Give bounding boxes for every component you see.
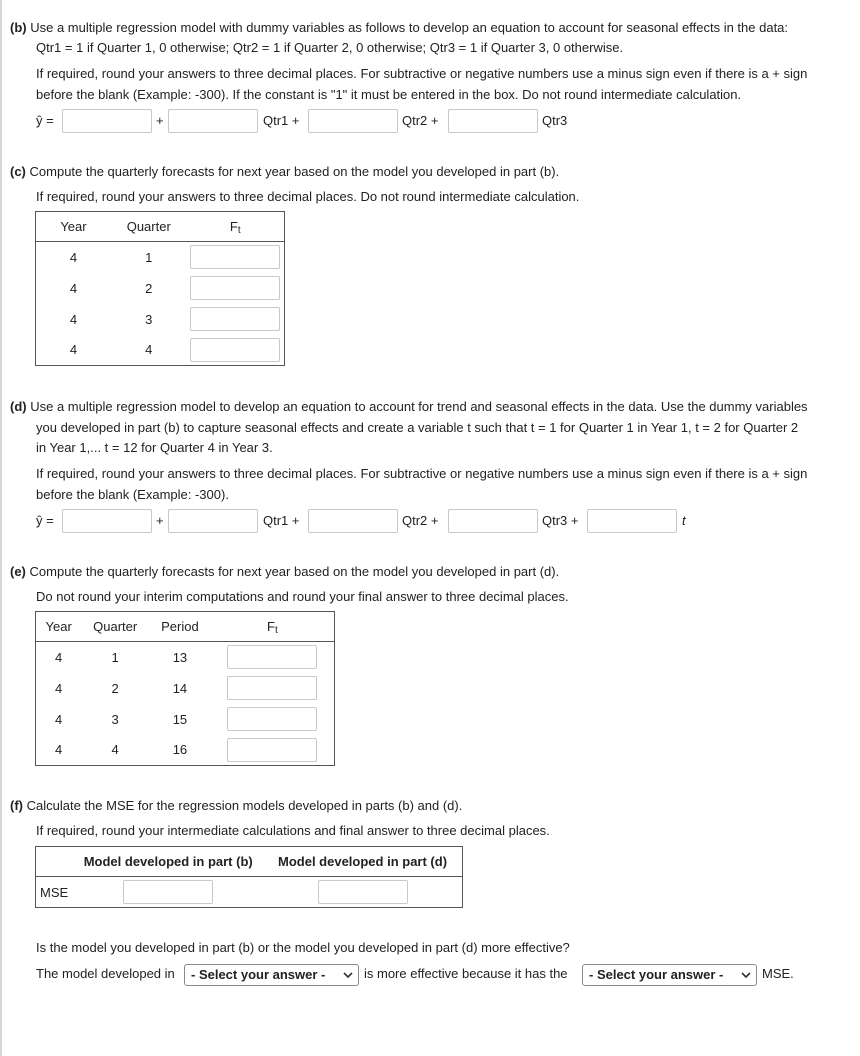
part-b-qtr3-label: Qtr3 [542,113,568,128]
part-c-forecast-table [35,211,285,366]
cell-year: 4 [55,742,63,758]
left-edge [0,0,2,1056]
part-e-intro-text: Compute the quarterly forecasts for next year based on the model you developed in part (d). [29,564,560,579]
part-e-ft-input-4[interactable] [227,738,317,762]
cell-quarter: 4 [145,342,153,358]
part-e-intro [10,564,559,580]
part-f-intro-text: Calculate the MSE for the regression models developed in parts (b) and (d). [26,798,463,813]
part-d-qtr1-coef-input[interactable] [168,509,258,533]
mse-model-b-input[interactable] [123,880,213,904]
part-d-yhat: ŷ = [36,513,54,528]
part-d-intro-2: you developed in part (b) to capture seasonal effects and create a variable t such that t = 1 for Quarter 1 in Year 1, t = 2 for Quarter 2 [36,420,799,435]
chevron-down-icon [740,968,752,982]
part-e-instructions: Do not round your interim computations and round your final answer to three decimal places. [36,589,569,604]
part-b-constant-input[interactable] [62,109,152,133]
mse-comparison-select[interactable] [582,964,757,986]
cell-quarter: 1 [111,649,119,665]
part-b-instructions-1: If required, round your answers to three decimal places. For subtractive or negative numbers use a minus sign even if there is a + sign [36,66,808,81]
cell-period: 16 [172,742,188,758]
part-b-qtr1-coef-input[interactable] [168,109,258,133]
part-d-qtr3-coef-input[interactable] [448,509,538,533]
cell-quarter: 2 [145,280,153,296]
part-d-qtr3-label: Qtr3 + [542,513,579,528]
answer-middle: is more effective because it has the [364,966,568,981]
table-row [36,273,285,304]
part-f-intro [10,798,462,814]
cell-year: 4 [55,711,63,727]
part-b-qtr3-coef-input[interactable] [448,109,538,133]
table-row [36,335,285,366]
part-b-intro [10,20,788,36]
part-d-qtr1-label: Qtr1 + [263,513,300,528]
part-d-instructions-2: before the blank (Example: -300). [36,487,229,502]
table-row [36,642,335,673]
part-b-dummies: Qtr1 = 1 if Quarter 1, 0 otherwise; Qtr2 = 1 if Quarter 2, 0 otherwise; Qtr3 = 1 if Quarter 3, 0 otherwise. [36,40,624,55]
part-d-intro-1 [10,399,808,415]
cell-period: 15 [172,711,188,727]
table-row [36,304,285,335]
part-b-plus: + [156,113,164,128]
cell-year: 4 [69,311,78,327]
cell-quarter: 3 [111,711,119,727]
col-period: Period [149,612,211,642]
col-quarter: Quarter [81,612,149,642]
col-model-d: Model developed in part (d) [263,847,462,877]
part-d-t-label: t [682,513,686,528]
mse-comparison-select-value: - Select your answer - [589,967,724,982]
part-f-label: (f) [10,798,23,813]
model-select[interactable] [184,964,359,986]
table-row [36,242,285,273]
cell-quarter: 1 [145,249,153,265]
part-b-intro-text: Use a multiple regression model with dummy variables as follows to develop an equation to account for seasonal effects in the data: [30,20,789,35]
part-d-t-coef-input[interactable] [587,509,677,533]
part-b-qtr1-label: Qtr1 + [263,113,300,128]
mse-table [35,846,463,908]
answer-prefix: The model developed in [36,966,175,981]
part-b-yhat: ŷ = [36,113,54,128]
cell-year: 4 [69,249,78,265]
part-e-label: (e) [10,564,26,579]
part-c-ft-input-4[interactable] [190,338,280,362]
col-model-b: Model developed in part (b) [73,847,263,877]
mse-corner [36,847,74,877]
part-d-intro-text: Use a multiple regression model to develop an equation to account for trend and seasonal effects in the data. Use the dummy variables [30,399,808,414]
col-ft: Ft [211,612,335,642]
table-row [36,704,335,735]
part-e-forecast-table [35,611,335,766]
part-c-intro-text: Compute the quarterly forecasts for next year based on the model you developed in part (b). [29,164,560,179]
part-d-label: (d) [10,399,27,414]
cell-year: 4 [69,342,78,358]
cell-year: 4 [55,649,63,665]
part-d-constant-input[interactable] [62,509,152,533]
part-c-intro [10,164,559,180]
part-f-question: Is the model you developed in part (b) or the model you developed in part (d) more effective? [36,940,570,955]
part-c-ft-input-1[interactable] [190,245,280,269]
part-c-ft-input-3[interactable] [190,307,280,331]
part-b-label: (b) [10,20,27,35]
part-c-label: (c) [10,164,26,179]
part-b-qtr2-coef-input[interactable] [308,109,398,133]
part-d-instructions-1: If required, round your answers to three decimal places. For subtractive or negative numbers use a minus sign even if there is a + sign [36,466,808,481]
cell-quarter: 3 [145,311,153,327]
part-b-instructions-2: before the blank (Example: -300). If the constant is "1" it must be entered in the box. Do not round intermediate calculation. [36,87,742,102]
table-row [36,735,335,766]
part-e-ft-input-2[interactable] [227,676,317,700]
col-quarter: Quarter [111,212,187,242]
table-row [36,877,463,908]
part-d-intro-3: in Year 1,... t = 12 for Quarter 4 in Year 3. [36,440,273,455]
part-c-ft-input-2[interactable] [190,276,280,300]
part-b-qtr2-label: Qtr2 + [402,113,439,128]
chevron-down-icon [342,968,354,982]
col-year: Year [36,212,111,242]
cell-quarter: 4 [111,742,119,758]
part-d-plus: + [156,513,164,528]
part-d-qtr2-label: Qtr2 + [402,513,439,528]
model-select-value: - Select your answer - [191,967,326,982]
col-year: Year [36,612,82,642]
table-row [36,673,335,704]
cell-period: 13 [172,649,188,665]
part-e-ft-input-3[interactable] [227,707,317,731]
answer-suffix: MSE. [762,966,794,981]
cell-period: 14 [172,680,188,696]
part-f-instructions: If required, round your intermediate calculations and final answer to three decimal places. [36,823,550,838]
mse-row-label: MSE [40,884,69,900]
part-e-ft-input-1[interactable] [227,645,317,669]
part-d-qtr2-coef-input[interactable] [308,509,398,533]
cell-quarter: 2 [111,680,119,696]
cell-year: 4 [69,280,78,296]
col-ft: Ft [187,212,285,242]
cell-year: 4 [55,680,63,696]
mse-model-d-input[interactable] [318,880,408,904]
part-c-instructions: If required, round your answers to three decimal places. Do not round intermediate calculation. [36,189,580,204]
